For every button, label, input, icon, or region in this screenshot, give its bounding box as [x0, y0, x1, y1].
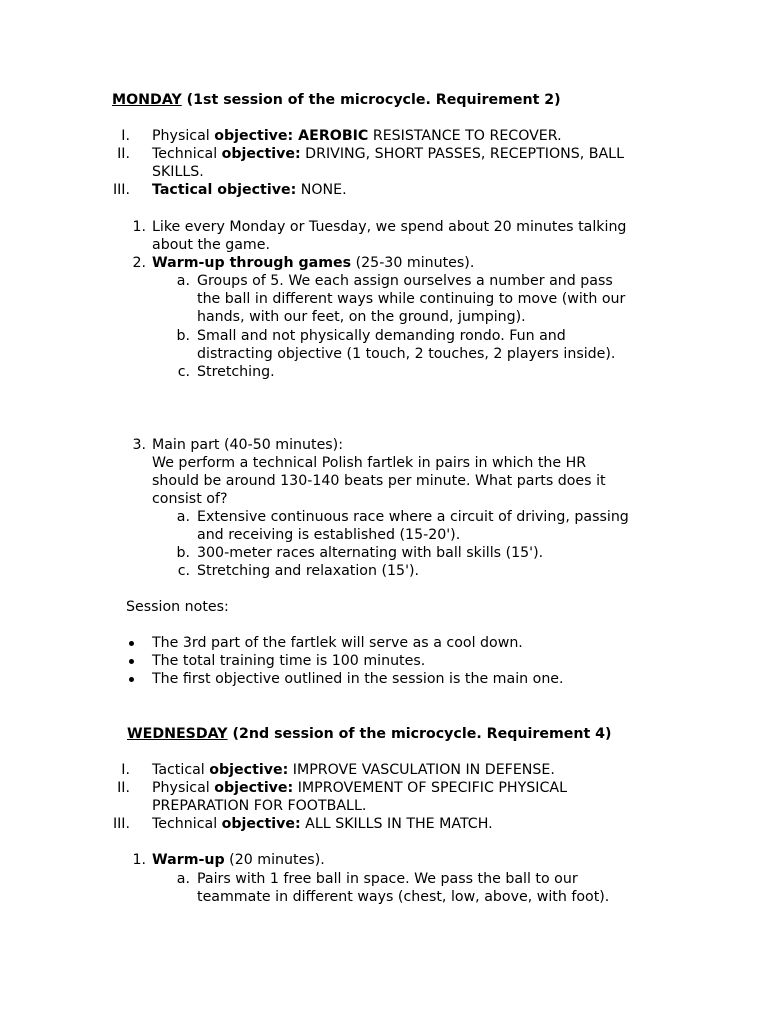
monday-heading: [112, 91, 561, 109]
list-marker: I.: [121, 762, 130, 778]
objective-tactical: Tactical objective: NONE.: [152, 182, 347, 198]
sub-marker: b.: [176, 545, 190, 561]
sub-item-cont: teammate in different ways (chest, low, above, with foot).: [197, 889, 610, 905]
note-item: The total training time is 100 minutes.: [152, 653, 426, 669]
sub-marker: a.: [176, 509, 190, 525]
list-marker: II.: [117, 146, 130, 162]
wednesday-heading-rest: (2nd session of the microcycle. Requirement 4): [227, 726, 612, 742]
sub-item-cont: and receiving is established (15-20').: [197, 527, 461, 543]
wednesday-heading: [127, 725, 612, 743]
list-marker: 1.: [132, 852, 146, 868]
monday-heading-rest: (1st session of the microcycle. Requirement 2): [181, 92, 561, 108]
note-item: The first objective outlined in the session is the main one.: [152, 671, 564, 687]
bullet-icon: [129, 677, 134, 682]
session-notes-title: Session notes:: [126, 599, 229, 615]
list-item-cont: should be around 130-140 beats per minute. What parts does it: [152, 473, 606, 489]
objective-physical: Physical objective: AEROBIC RESISTANCE TO RECOVER.: [152, 128, 562, 144]
list-item-warmup: Warm-up (20 minutes).: [152, 852, 325, 868]
list-item-main: Main part (40-50 minutes):: [152, 437, 343, 453]
list-item: Like every Monday or Tuesday, we spend about 20 minutes talking: [152, 219, 627, 235]
list-item-cont: We perform a technical Polish fartlek in pairs in which the HR: [152, 455, 587, 471]
objective-tactical: Tactical objective: IMPROVE VASCULATION IN DEFENSE.: [152, 762, 555, 778]
sub-item: Extensive continuous race where a circuit of driving, passing: [197, 509, 629, 525]
sub-item: 300-meter races alternating with ball skills (15').: [197, 545, 544, 561]
sub-item: Pairs with 1 free ball in space. We pass the ball to our: [197, 871, 578, 887]
objective-physical: Physical objective: IMPROVEMENT OF SPECIFIC PHYSICAL: [152, 780, 567, 796]
list-marker: III.: [112, 182, 130, 198]
list-marker: III.: [112, 816, 130, 832]
bullet-icon: [129, 641, 134, 646]
bullet-icon: [129, 659, 134, 664]
sub-marker: a.: [176, 871, 190, 887]
list-marker: 1.: [132, 219, 146, 235]
sub-item-cont: distracting objective (1 touch, 2 touches, 2 players inside).: [197, 346, 616, 362]
objective-technical: Technical objective: ALL SKILLS IN THE MATCH.: [152, 816, 493, 832]
sub-marker: c.: [177, 364, 190, 380]
monday-heading-day: MONDAY: [112, 92, 182, 108]
sub-item-cont: hands, with our feet, on the ground, jumping).: [197, 309, 526, 325]
objective-technical: Technical objective: DRIVING, SHORT PASSES, RECEPTIONS, BALL: [152, 146, 624, 162]
sub-item: Stretching.: [197, 364, 275, 380]
sub-item: Groups of 5. We each assign ourselves a number and pass: [197, 273, 613, 289]
list-marker: 3.: [132, 437, 146, 453]
list-marker: II.: [117, 780, 130, 796]
wednesday-heading-day: WEDNESDAY: [127, 726, 228, 742]
list-marker: I.: [121, 128, 130, 144]
note-item: The 3rd part of the fartlek will serve as a cool down.: [152, 635, 523, 651]
sub-marker: b.: [176, 328, 190, 344]
list-item-cont: about the game.: [152, 237, 270, 253]
list-marker: 2.: [132, 255, 146, 271]
objective-physical-cont: PREPARATION FOR FOOTBALL.: [152, 798, 367, 814]
objective-technical-cont: SKILLS.: [152, 164, 204, 180]
sub-item: Stretching and relaxation (15').: [197, 563, 420, 579]
sub-item-cont: the ball in different ways while continuing to move (with our: [197, 291, 626, 307]
list-item-cont: consist of?: [152, 491, 228, 507]
list-item-warmup: Warm-up through games (25-30 minutes).: [152, 255, 475, 271]
sub-marker: c.: [177, 563, 190, 579]
sub-item: Small and not physically demanding rondo. Fun and: [197, 328, 566, 344]
sub-marker: a.: [176, 273, 190, 289]
